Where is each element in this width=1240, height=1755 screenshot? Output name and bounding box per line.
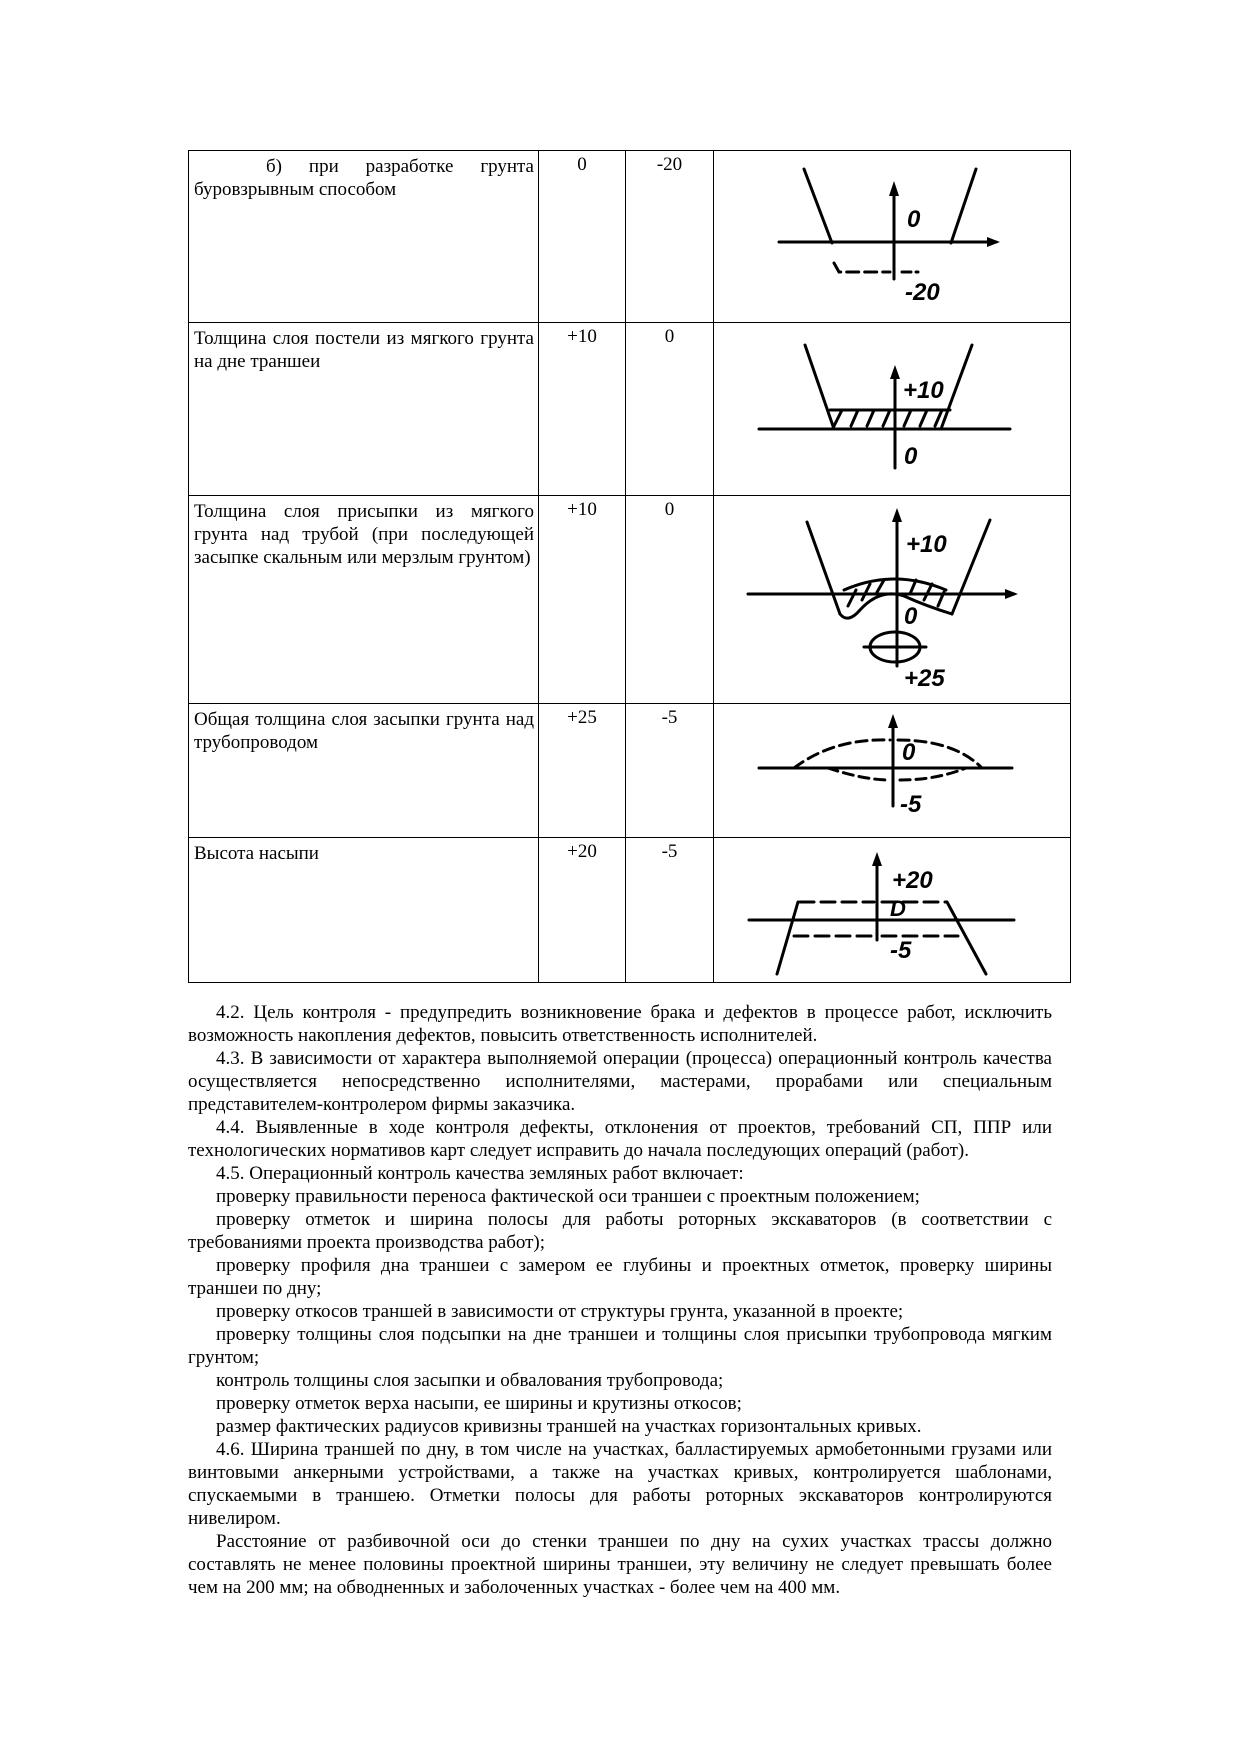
label-minus-5: -5	[900, 791, 922, 818]
tolerance-table	[188, 150, 1071, 983]
arrow-head-icon	[1005, 589, 1018, 599]
pipe-padding-diagram	[714, 496, 1071, 704]
backfill-diagram	[714, 704, 1071, 838]
label-zero: 0	[904, 603, 918, 630]
upper-tolerance: 0	[539, 151, 626, 323]
paragraph-4-5: 4.5. Операционный контроль качества земляных работ включает:	[216, 1163, 744, 1184]
label-minus-5: -5	[890, 937, 912, 964]
paragraph-distance: Расстояние от разбивочной оси до стенки траншеи по дну на сухих участках трассы должно составлять не менее половины проектной ширины траншеи, эту величину не следует превышать более чем на 200 мм; на обводненных и заболоченных участках - более чем на 400 мм.	[188, 1531, 1052, 1598]
list-item: проверку откосов траншей в зависимости от структуры грунта, указанной в проекте;	[216, 1301, 904, 1322]
label-zero: 0	[907, 206, 921, 233]
list-item: проверку толщины слоя подсыпки на дне траншеи и толщины слоя присыпки трубопровода мягким грунтом;	[188, 1324, 1052, 1368]
arrow-head-icon	[888, 714, 898, 728]
label-plus-25: +25	[904, 665, 945, 692]
row-description: Толщина слоя присыпки из мягкого грунта над трубой (при последующей засыпке скальным или мерзлым грунтом)	[189, 496, 539, 704]
list-item: проверку правильности переноса фактической оси траншеи с проектным положением;	[216, 1186, 920, 1207]
label-plus-20: +20	[892, 867, 933, 894]
backfill-svg	[714, 704, 1070, 836]
paragraph-4-3: 4.3. В зависимости от характера выполняемой операции (процесса) операционный контроль качества осуществляется непосредственно исполнителями, мастерами, прорабами или специальным представителем-контролером фирмы заказчика.	[188, 1048, 1052, 1115]
lower-tolerance: -5	[626, 704, 714, 838]
arrow-head-icon	[987, 237, 1000, 247]
label-plus-10: +10	[906, 531, 947, 558]
row-description: Толщина слоя постели из мягкого грунта на дне траншеи	[189, 323, 539, 496]
bedding-layer-diagram	[714, 323, 1071, 496]
trench-rock-svg	[714, 151, 1070, 321]
paragraph-4-2: 4.2. Цель контроля - предупредить возникновение брака и дефектов в процессе работ, исключить возможность накопления дефектов, повысить ответственность исполнителей.	[188, 1002, 1052, 1046]
arrow-head-icon	[892, 508, 902, 522]
label-plus-10: +10	[903, 377, 944, 404]
list-item: размер фактических радиусов кривизны траншей на участках горизонтальных кривых.	[216, 1416, 922, 1437]
lower-tolerance: -20	[626, 151, 714, 323]
lower-tolerance: 0	[626, 496, 714, 704]
list-item: проверку отметок и ширина полосы для работы роторных экскаваторов (в соответствии с требованиями проекта производства работ);	[188, 1209, 1052, 1253]
arrow-head-icon	[872, 852, 882, 866]
label-minus-20: -20	[905, 279, 940, 306]
label-zero: 0	[902, 739, 916, 766]
table-row	[189, 496, 1071, 704]
row-description-text: б) при разработке грунта буровзрывным способом	[194, 156, 534, 200]
paragraph-4-6: 4.6. Ширина траншей по дну, в том числе на участках, балластируемых армобетонными грузами или винтовыми анкерными устройствами, а также на участках кривых, контролируется шаблонами, спускаемыми в траншею. Отметки полосы для работы роторных экскаваторов контролируются нивелиром.	[188, 1439, 1052, 1529]
upper-tolerance: +25	[539, 704, 626, 838]
label-d: D	[890, 896, 906, 921]
upper-tolerance: +10	[539, 323, 626, 496]
pipe-padding-svg	[714, 496, 1070, 702]
arrow-head-icon	[889, 181, 899, 196]
list-item: проверку отметок верха насыпи, ее ширины и крутизны откосов;	[216, 1393, 742, 1414]
body-text	[188, 1001, 1052, 1599]
bedding-layer-svg	[714, 323, 1070, 494]
lower-tolerance: 0	[626, 323, 714, 496]
row-description: Высота насыпи	[189, 838, 539, 983]
arrow-head-icon	[890, 365, 900, 379]
row-description: Общая толщина слоя засыпки грунта над трубопроводом	[189, 704, 539, 838]
row-description	[189, 151, 539, 323]
table-row	[189, 323, 1071, 496]
paragraph-4-4: 4.4. Выявленные в ходе контроля дефекты, отклонения от проектов, требований СП, ППР или технологических нормативов карт следует исправить до начала последующих операций (работ).	[188, 1117, 1052, 1161]
trench-rock-diagram	[714, 151, 1071, 323]
table-row	[189, 151, 1071, 323]
embankment-svg	[714, 838, 1070, 981]
list-item: контроль толщины слоя засыпки и обвалования трубопровода;	[216, 1370, 724, 1391]
label-zero: 0	[904, 443, 918, 470]
table-row	[189, 838, 1071, 983]
table-row	[189, 704, 1071, 838]
list-item: проверку профиля дна траншеи с замером ее глубины и проектных отметок, проверку ширины траншеи по дну;	[188, 1255, 1052, 1299]
upper-tolerance: +10	[539, 496, 626, 704]
lower-tolerance: -5	[626, 838, 714, 983]
upper-tolerance: +20	[539, 838, 626, 983]
embankment-diagram	[714, 838, 1071, 983]
